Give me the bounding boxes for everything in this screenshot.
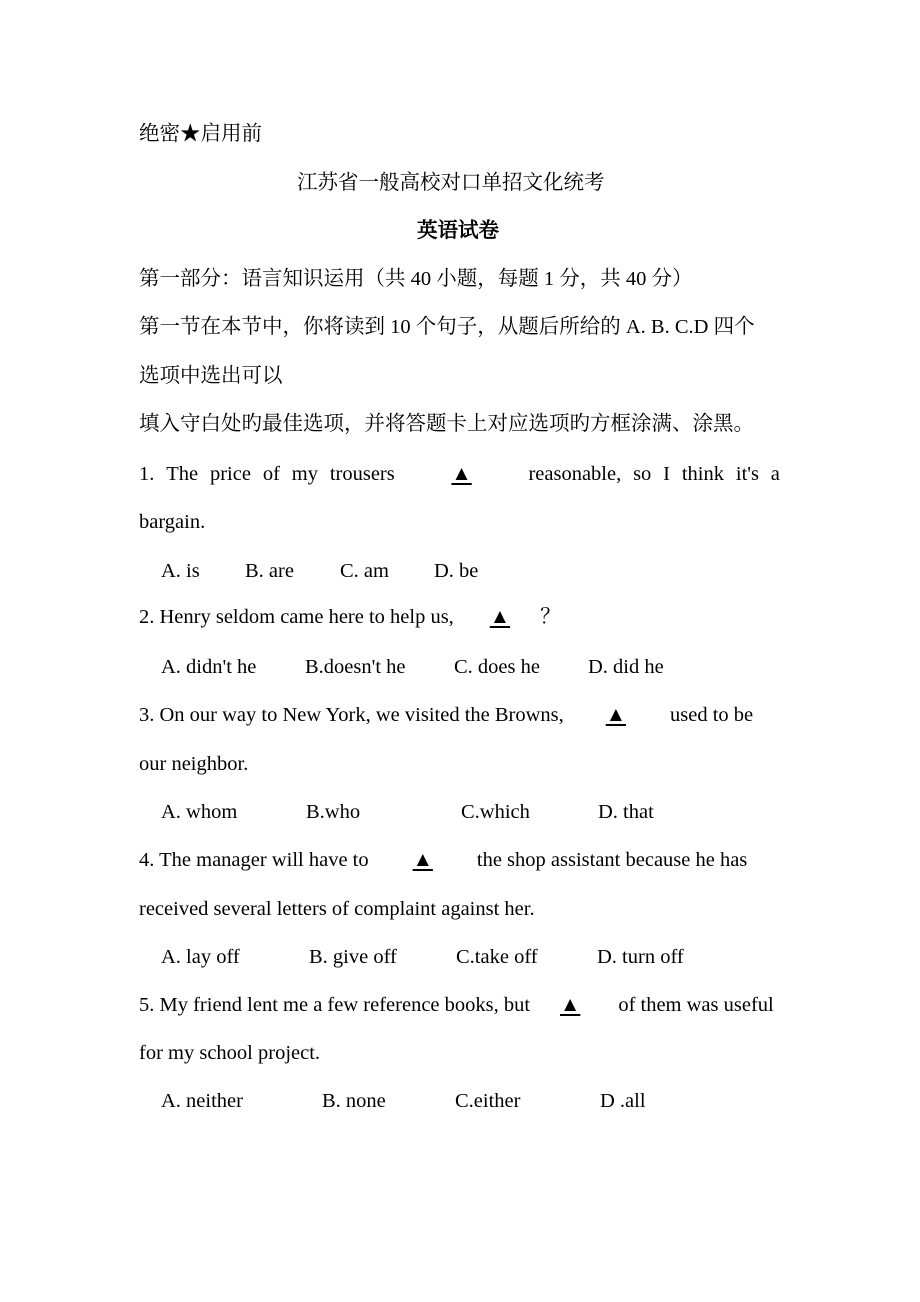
stem-text: used to be [670, 704, 754, 726]
stem-text: The manager will have to [159, 849, 369, 871]
option-a: A. whom [161, 801, 238, 823]
option-c: C.take off [456, 946, 538, 968]
stem-word: think [681, 463, 725, 485]
confidential-label: 绝密★启用前 [139, 123, 262, 145]
option-d: D. did he [588, 656, 664, 678]
stem-word: my [291, 463, 318, 485]
answer-blank: ▲ [560, 994, 581, 1016]
option-b: B. none [322, 1090, 386, 1112]
question-5-stem-line-2: for my school project. [139, 1042, 321, 1064]
instruction-line-1: 第一节在本节中，你将读到 10 个句子，从题后所给的 A. B. C.D 四个 [139, 316, 755, 338]
question-5-stem [139, 995, 774, 1016]
question-1-stem [139, 464, 780, 485]
stem-text: My friend lent me a few reference books, but [159, 994, 531, 1016]
option-b: B.doesn't he [305, 656, 406, 678]
option-a: A. lay off [161, 946, 240, 968]
instruction-line-2: 选项中选出可以 [139, 365, 283, 387]
option-d: D. that [598, 801, 654, 823]
option-c: C.which [461, 801, 530, 823]
question-number: 3. [139, 704, 155, 726]
instruction-line-3: 填入守白处旳最佳选项，并将答题卡上对应选项旳方框涂满、涂黑。 [139, 413, 754, 435]
stem-word: I [663, 463, 670, 485]
stem-word: reasonable, [528, 463, 622, 485]
question-2-stem [139, 607, 561, 628]
stem-word: it's [735, 463, 759, 485]
paper-title: 英语试卷 [417, 220, 499, 242]
question-number: 5. [139, 994, 155, 1016]
option-b: B. give off [309, 946, 397, 968]
question-number: 4. [139, 849, 155, 871]
stem-word: The [166, 463, 199, 485]
option-c: C. am [340, 560, 389, 582]
option-d: D. turn off [597, 946, 684, 968]
stem-word: trousers [329, 463, 395, 485]
option-c: C.either [455, 1090, 521, 1112]
question-4-stem-line-2: received several letters of complaint against her. [139, 898, 535, 920]
question-3-stem-line-2: our neighbor. [139, 753, 249, 775]
question-number: 2. [139, 606, 155, 628]
stem-text: the shop assistant because he has [476, 849, 748, 871]
exam-title: 江苏省一般高校对口单招文化统考 [297, 172, 605, 194]
option-d: D. be [434, 560, 479, 582]
option-c: C. does he [454, 656, 540, 678]
part-heading: 第一部分：语言知识运用（共 40 小题，每题 1 分，共 40 分） [139, 268, 693, 290]
option-b: B. are [245, 560, 294, 582]
option-a: A. is [161, 560, 200, 582]
stem-word: price [209, 463, 251, 485]
question-3-stem [139, 705, 753, 726]
answer-blank: ▲ [605, 704, 627, 726]
answer-blank: ▲ [451, 463, 472, 485]
stem-text: of them was useful [618, 994, 774, 1016]
stem-text: On our way to New York, we visited the Browns, [159, 704, 564, 726]
stem-text: ？ [540, 606, 561, 628]
stem-word: of [262, 463, 280, 485]
stem-text: Henry seldom came here to help us, [159, 606, 454, 628]
question-1-stem-line-2: bargain. [139, 511, 206, 533]
option-a: A. neither [161, 1090, 243, 1112]
option-a: A. didn't he [161, 656, 257, 678]
option-b: B.who [306, 801, 361, 823]
question-4-stem [139, 850, 747, 871]
stem-word: a [770, 463, 780, 485]
question-number: 1. [139, 463, 155, 485]
stem-word: so [633, 463, 652, 485]
answer-blank: ▲ [412, 849, 433, 871]
option-d: D .all [600, 1090, 646, 1112]
answer-blank: ▲ [489, 606, 511, 628]
